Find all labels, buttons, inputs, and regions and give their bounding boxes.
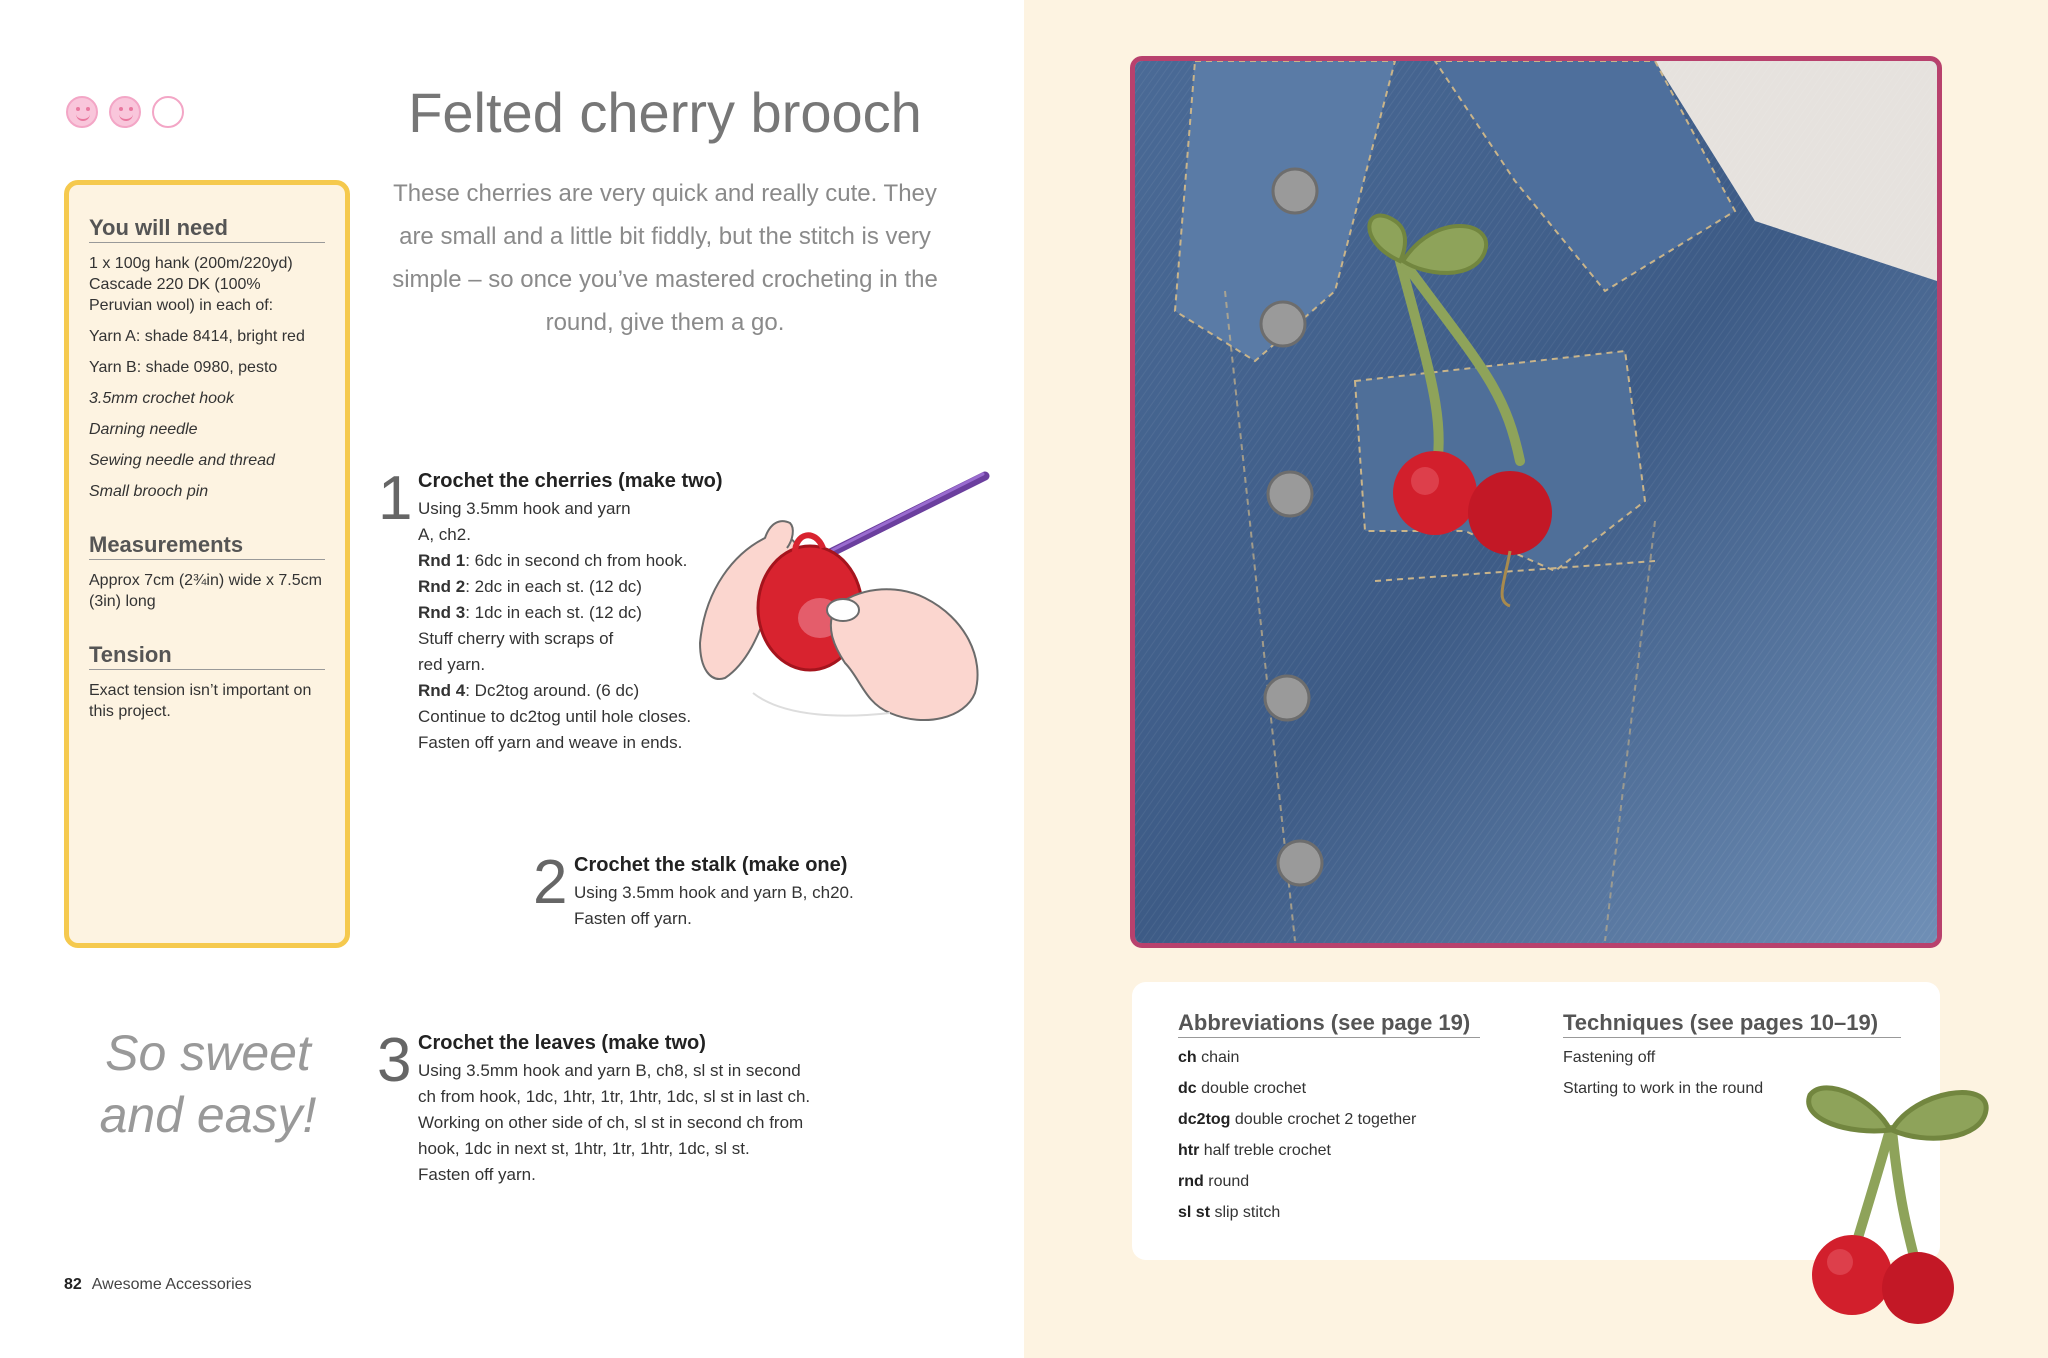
smiley-empty-icon: [152, 96, 184, 128]
abbreviation-item: [1178, 1141, 1480, 1161]
step-line-text: Using 3.5mm hook and yarn B, ch20.: [574, 883, 854, 902]
round-label: Rnd 1: [418, 551, 466, 570]
tagline: [70, 1022, 346, 1146]
step-number: 2: [533, 848, 568, 917]
abbreviations-column: [1178, 1010, 1480, 1234]
step-line-text: Continue to dc2tog until hole closes.: [418, 707, 692, 726]
step-line: [418, 678, 738, 704]
step-line: [418, 600, 738, 626]
technique-item: Fastening off: [1563, 1049, 1656, 1066]
step-line: [418, 730, 738, 756]
need-item: 3.5mm crochet hook: [89, 390, 234, 407]
step-line: [418, 652, 738, 678]
abbreviation-term: rnd: [1178, 1173, 1204, 1190]
smiley-icon: [66, 96, 98, 128]
abbreviation-meaning: half treble crochet: [1203, 1142, 1331, 1159]
cherry-brooch-photo: [1790, 1080, 2000, 1330]
step-line-text: Using 3.5mm hook and yarn: [418, 499, 631, 518]
step-line-text: ch from hook, 1dc, 1htr, 1tr, 1htr, 1dc, sl st in last ch.: [418, 1087, 811, 1106]
techniques-heading: Techniques (see pages 10–19): [1563, 1010, 1901, 1038]
tension-heading: Tension: [89, 642, 325, 670]
abbreviation-item: [1178, 1048, 1480, 1068]
abbreviation-meaning: slip stitch: [1214, 1204, 1281, 1221]
intro-paragraph: These cherries are very quick and really cute. They are small and a little bit fiddly, but the stitch is very simple – so once you’ve mastered crocheting in the round, give them a go.: [392, 180, 938, 336]
step-line-text: Fasten off yarn and weave in ends.: [418, 733, 683, 752]
abbreviation-meaning: chain: [1201, 1049, 1240, 1066]
need-item: Yarn B: shade 0980, pesto: [89, 359, 278, 376]
page-number: 82: [64, 1276, 82, 1293]
step-line: [418, 548, 738, 574]
abbreviation-term: htr: [1178, 1142, 1200, 1159]
step-line: [574, 880, 914, 906]
technique-item: Starting to work in the round: [1563, 1080, 1764, 1097]
step-line: [418, 626, 738, 652]
need-item: Yarn A: shade 8414, bright red: [89, 328, 305, 345]
step-line: [418, 1084, 858, 1110]
step-line-text: Fasten off yarn.: [574, 909, 692, 928]
step-instructions: [574, 880, 914, 932]
step-line-text: Working on other side of ch, sl st in second ch from: [418, 1113, 804, 1132]
denim-jacket-photo: [1130, 56, 1942, 948]
step-number: 1: [378, 464, 413, 533]
abbreviation-term: dc2tog: [1178, 1111, 1231, 1128]
step-line-text: : 2dc in each st. (12 dc): [465, 577, 642, 596]
step-line: [418, 522, 738, 548]
need-item: Small brooch pin: [89, 483, 209, 500]
step-line-text: Fasten off yarn.: [418, 1165, 536, 1184]
step-line-text: A, ch2.: [418, 525, 471, 544]
smiley-icon: [109, 96, 141, 128]
step-line: [418, 704, 738, 730]
step-line-text: hook, 1dc in next st, 1htr, 1tr, 1htr, 1dc, sl st.: [418, 1139, 750, 1158]
step-line-text: Stuff cherry with scraps of: [418, 629, 614, 648]
tagline-line: So sweet: [105, 1025, 311, 1081]
crochet-hands-illustration: [695, 468, 995, 738]
round-label: Rnd 4: [418, 681, 466, 700]
round-label: Rnd 3: [418, 603, 466, 622]
abbreviations-heading: Abbreviations (see page 19): [1178, 1010, 1480, 1038]
step-title: Crochet the leaves (make two): [418, 1032, 706, 1054]
step-title: Crochet the stalk (make one): [574, 854, 848, 876]
step-line: [574, 906, 914, 932]
page-footer: [64, 1276, 252, 1294]
abbreviation-term: dc: [1178, 1080, 1197, 1097]
round-label: Rnd 2: [418, 577, 466, 596]
need-item: Darning needle: [89, 421, 198, 438]
step-line-text: : Dc2tog around. (6 dc): [465, 681, 640, 700]
tagline-line: and easy!: [99, 1087, 317, 1143]
abbreviation-item: [1178, 1079, 1480, 1099]
step-line: [418, 1136, 858, 1162]
step-line: [418, 1162, 858, 1188]
step-line-text: red yarn.: [418, 655, 486, 674]
section-name: Awesome Accessories: [91, 1276, 252, 1293]
abbreviation-item: [1178, 1203, 1480, 1223]
step-number: 3: [377, 1026, 412, 1095]
you-will-need-heading: You will need: [89, 215, 325, 243]
abbreviation-item: [1178, 1110, 1480, 1130]
abbreviation-term: ch: [1178, 1049, 1197, 1066]
abbreviation-meaning: double crochet: [1201, 1080, 1307, 1097]
step-instructions: [418, 1058, 858, 1188]
step-instructions: [418, 496, 738, 756]
step-line-text: : 6dc in second ch from hook.: [465, 551, 688, 570]
you-will-need-box: [64, 180, 350, 948]
step-title: Crochet the cherries (make two): [418, 470, 723, 492]
abbreviation-term: sl st: [1178, 1204, 1211, 1221]
need-item: Sewing needle and thread: [89, 452, 275, 469]
tension-text: Exact tension isn’t important on this project.: [89, 682, 312, 720]
step-line: [418, 574, 738, 600]
step-line: [418, 496, 738, 522]
abbreviation-meaning: round: [1208, 1173, 1250, 1190]
step-line: [418, 1058, 858, 1084]
step-line-text: : 1dc in each st. (12 dc): [465, 603, 642, 622]
difficulty-rating: [66, 96, 184, 128]
page-title: Felted cherry brooch: [408, 81, 922, 144]
abbreviation-item: [1178, 1172, 1480, 1192]
abbreviation-meaning: double crochet 2 together: [1234, 1111, 1417, 1128]
step-line: [418, 1110, 858, 1136]
step-line-text: Using 3.5mm hook and yarn B, ch8, sl st in second: [418, 1061, 801, 1080]
need-item: 1 x 100g hank (200m/220yd) Cascade 220 DK (100% Peruvian wool) in each of:: [89, 255, 293, 314]
measurements-heading: Measurements: [89, 532, 325, 560]
measurements-text: Approx 7cm (2¾in) wide x 7.5cm (3in) long: [89, 572, 322, 610]
